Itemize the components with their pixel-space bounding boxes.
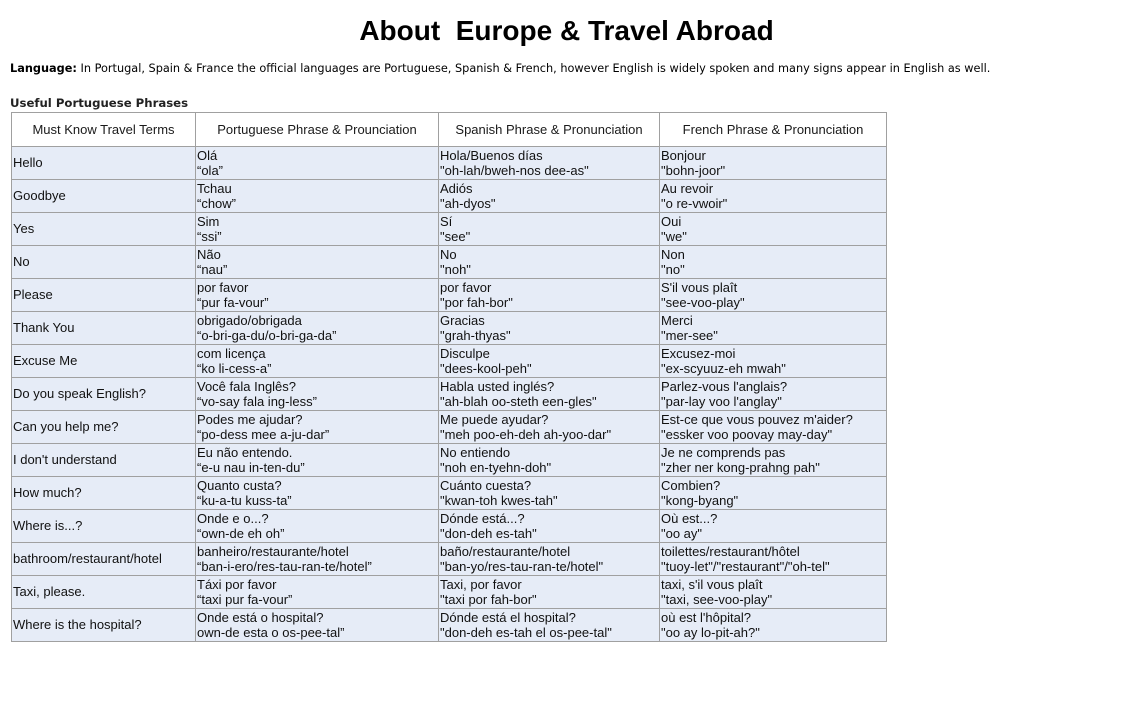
spanish-phrase: Disculpe — [440, 346, 490, 361]
spanish-pronunciation: "don-deh es-tah" — [440, 526, 537, 541]
french-phrase: toilettes/restaurant/hôtel — [661, 544, 800, 559]
french-pronunciation: "par-lay voo l'anglay" — [661, 394, 782, 409]
french-phrase-cell — [660, 444, 887, 477]
spanish-phrase-cell — [439, 576, 660, 609]
french-pronunciation: "kong-byang" — [661, 493, 739, 508]
spanish-phrase-cell — [439, 378, 660, 411]
spanish-phrase-cell — [439, 279, 660, 312]
table-row — [12, 180, 887, 213]
spanish-phrase-cell — [439, 180, 660, 213]
spanish-pronunciation: "grah-thyas" — [440, 328, 511, 343]
french-phrase: Combien? — [661, 478, 721, 493]
travel-term-cell: No — [12, 246, 196, 279]
table-row — [12, 510, 887, 543]
portuguese-phrase: Olá — [197, 148, 218, 163]
french-phrase: Oui — [661, 214, 682, 229]
table-row — [12, 609, 887, 642]
travel-term-cell: Where is...? — [12, 510, 196, 543]
portuguese-phrase-cell — [196, 477, 439, 510]
table-row — [12, 345, 887, 378]
portuguese-phrase: banheiro/restaurante/hotel — [197, 544, 349, 559]
table-row — [12, 246, 887, 279]
portuguese-pronunciation: “ssi” — [197, 229, 222, 244]
portuguese-pronunciation: “o-bri-ga-du/o-bri-ga-da” — [197, 328, 337, 343]
table-row — [12, 477, 887, 510]
header-french: French Phrase & Pronunciation — [660, 113, 887, 147]
phrase-rows — [12, 147, 887, 642]
french-pronunciation: "zher ner kong-prahng pah" — [661, 460, 820, 475]
portuguese-pronunciation: “ko li-cess-a” — [197, 361, 272, 376]
french-phrase-cell — [660, 345, 887, 378]
phrase-table — [11, 112, 887, 642]
portuguese-pronunciation: “pur fa-vour” — [197, 295, 269, 310]
french-phrase: taxi, s'il vous plaît — [661, 577, 763, 592]
french-phrase: Excusez-moi — [661, 346, 736, 361]
portuguese-phrase: por favor — [197, 280, 249, 295]
spanish-phrase-cell — [439, 345, 660, 378]
french-pronunciation: "essker voo poovay may-day" — [661, 427, 833, 442]
spanish-phrase: Habla usted inglés? — [440, 379, 555, 394]
header-spanish: Spanish Phrase & Pronunciation — [439, 113, 660, 147]
portuguese-phrase: Eu não entendo. — [197, 445, 293, 460]
french-phrase: Est-ce que vous pouvez m'aider? — [661, 412, 853, 427]
spanish-phrase: Dónde está...? — [440, 511, 525, 526]
french-phrase: Où est...? — [661, 511, 718, 526]
travel-term-cell: Can you help me? — [12, 411, 196, 444]
portuguese-phrase: Onde e o...? — [197, 511, 269, 526]
french-pronunciation: "tuoy-let"/"restaurant"/"oh-tel" — [661, 559, 830, 574]
travel-term-cell: Where is the hospital? — [12, 609, 196, 642]
french-phrase-cell — [660, 213, 887, 246]
travel-term-cell: Hello — [12, 147, 196, 180]
french-pronunciation: "oo ay" — [661, 526, 703, 541]
portuguese-phrase-cell — [196, 444, 439, 477]
table-row — [12, 444, 887, 477]
portuguese-phrase-cell — [196, 345, 439, 378]
spanish-phrase: por favor — [440, 280, 492, 295]
french-phrase-cell — [660, 477, 887, 510]
table-row — [12, 576, 887, 609]
spanish-pronunciation: "oh-lah/bweh-nos dee-as" — [440, 163, 589, 178]
portuguese-pronunciation: own-de esta o os-pee-tal” — [197, 625, 345, 640]
portuguese-pronunciation: “chow” — [197, 196, 237, 211]
spanish-phrase-cell — [439, 609, 660, 642]
portuguese-phrase-cell — [196, 147, 439, 180]
travel-term-cell: Excuse Me — [12, 345, 196, 378]
french-pronunciation: "bohn-joor" — [661, 163, 726, 178]
french-phrase-cell — [660, 378, 887, 411]
french-phrase-cell — [660, 312, 887, 345]
spanish-phrase: baño/restaurante/hotel — [440, 544, 571, 559]
intro-label: Language: — [10, 62, 77, 75]
portuguese-pronunciation: “own-de eh oh” — [197, 526, 285, 541]
travel-term-cell: Do you speak English? — [12, 378, 196, 411]
french-phrase-cell — [660, 147, 887, 180]
spanish-phrase-cell — [439, 312, 660, 345]
french-phrase-cell — [660, 576, 887, 609]
french-phrase: Non — [661, 247, 685, 262]
french-phrase-cell — [660, 411, 887, 444]
french-phrase-cell — [660, 543, 887, 576]
french-phrase: où est l'hôpital? — [661, 610, 751, 625]
french-phrase: Je ne comprends pas — [661, 445, 786, 460]
portuguese-pronunciation: “ku-a-tu kuss-ta” — [197, 493, 292, 508]
spanish-phrase-cell — [439, 477, 660, 510]
spanish-phrase: Taxi, por favor — [440, 577, 522, 592]
portuguese-phrase: Quanto custa? — [197, 478, 282, 493]
portuguese-phrase-cell — [196, 213, 439, 246]
portuguese-phrase: Podes me ajudar? — [197, 412, 303, 427]
portuguese-phrase-cell — [196, 246, 439, 279]
portuguese-pronunciation: “nau” — [197, 262, 228, 277]
portuguese-phrase: Onde está o hospital? — [197, 610, 324, 625]
spanish-phrase-cell — [439, 543, 660, 576]
portuguese-phrase: obrigado/obrigada — [197, 313, 302, 328]
spanish-pronunciation: "dees-kool-peh" — [440, 361, 532, 376]
french-pronunciation: "no" — [661, 262, 685, 277]
portuguese-phrase-cell — [196, 609, 439, 642]
intro-text: In Portugal, Spain & France the official languages are Portuguese, Spanish & French, however English is widely spoken and many signs appear in English as well. — [76, 62, 991, 75]
french-pronunciation: "o re-vwoir" — [661, 196, 728, 211]
spanish-phrase: Cuánto cuesta? — [440, 478, 532, 493]
spanish-pronunciation: "taxi por fah-bor" — [440, 592, 537, 607]
spanish-phrase: Adiós — [440, 181, 473, 196]
portuguese-phrase: Não — [197, 247, 221, 262]
spanish-phrase: No entiendo — [440, 445, 511, 460]
spanish-pronunciation: "ah-dyos" — [440, 196, 496, 211]
spanish-pronunciation: "meh poo-eh-deh ah-yoo-dar" — [440, 427, 612, 442]
spanish-phrase: Gracias — [440, 313, 485, 328]
french-pronunciation: "see-voo-play" — [661, 295, 745, 310]
spanish-phrase: No — [440, 247, 457, 262]
portuguese-pronunciation: “ban-i-ero/res-tau-ran-te/hotel” — [197, 559, 372, 574]
table-row — [12, 411, 887, 444]
portuguese-phrase: Você fala Inglês? — [197, 379, 297, 394]
portuguese-phrase: Sim — [197, 214, 220, 229]
portuguese-phrase-cell — [196, 378, 439, 411]
spanish-pronunciation: "noh en-tyehn-doh" — [440, 460, 552, 475]
travel-term-cell: Please — [12, 279, 196, 312]
spanish-pronunciation: "por fah-bor" — [440, 295, 513, 310]
french-pronunciation: "taxi, see-voo-play" — [661, 592, 773, 607]
portuguese-phrase-cell — [196, 312, 439, 345]
spanish-phrase: Dónde está el hospital? — [440, 610, 576, 625]
table-row — [12, 312, 887, 345]
portuguese-phrase-cell — [196, 510, 439, 543]
portuguese-phrase: com licença — [197, 346, 266, 361]
spanish-phrase: Sí — [440, 214, 453, 229]
spanish-phrase-cell — [439, 213, 660, 246]
travel-term-cell: Thank You — [12, 312, 196, 345]
table-row — [12, 147, 887, 180]
french-phrase: S'il vous plaît — [661, 280, 738, 295]
french-pronunciation: "ex-scyuuz-eh mwah" — [661, 361, 786, 376]
travel-term-cell: bathroom/restaurant/hotel — [12, 543, 196, 576]
language-intro — [10, 61, 990, 77]
spanish-pronunciation: "don-deh es-tah el os-pee-tal" — [440, 625, 612, 640]
french-phrase-cell — [660, 246, 887, 279]
portuguese-phrase: Táxi por favor — [197, 577, 277, 592]
spanish-phrase-cell — [439, 444, 660, 477]
table-row — [12, 279, 887, 312]
header-portuguese: Portuguese Phrase & Prounciation — [196, 113, 439, 147]
french-phrase: Merci — [661, 313, 693, 328]
portuguese-phrase-cell — [196, 543, 439, 576]
portuguese-phrase: Tchau — [197, 181, 232, 196]
travel-term-cell: How much? — [12, 477, 196, 510]
portuguese-phrase-cell — [196, 180, 439, 213]
french-pronunciation: "we" — [661, 229, 687, 244]
portuguese-pronunciation: “taxi pur fa-vour” — [197, 592, 293, 607]
portuguese-phrase-cell — [196, 411, 439, 444]
table-row — [12, 213, 887, 246]
spanish-pronunciation: "ban-yo/res-tau-ran-te/hotel" — [440, 559, 604, 574]
spanish-phrase-cell — [439, 510, 660, 543]
header-travel-terms: Must Know Travel Terms — [12, 113, 196, 147]
spanish-pronunciation: "ah-blah oo-steth een-gles" — [440, 394, 597, 409]
portuguese-pronunciation: “po-dess mee a-ju-dar” — [197, 427, 330, 442]
portuguese-phrase-cell — [196, 279, 439, 312]
french-phrase: Au revoir — [661, 181, 714, 196]
french-phrase-cell — [660, 609, 887, 642]
spanish-pronunciation: "noh" — [440, 262, 471, 277]
french-phrase-cell — [660, 510, 887, 543]
table-caption: Useful Portuguese Phrases — [10, 96, 189, 110]
spanish-phrase-cell — [439, 147, 660, 180]
table-row — [12, 543, 887, 576]
table-header-row — [12, 113, 887, 147]
french-phrase-cell — [660, 279, 887, 312]
spanish-phrase: Me puede ayudar? — [440, 412, 549, 427]
spanish-phrase: Hola/Buenos días — [440, 148, 543, 163]
spanish-phrase-cell — [439, 411, 660, 444]
french-pronunciation: "mer-see" — [661, 328, 718, 343]
table-row — [12, 378, 887, 411]
travel-term-cell: Goodbye — [12, 180, 196, 213]
french-phrase: Parlez-vous l'anglais? — [661, 379, 788, 394]
french-pronunciation: "oo ay lo-pit-ah?" — [661, 625, 760, 640]
spanish-phrase-cell — [439, 246, 660, 279]
french-phrase: Bonjour — [661, 148, 706, 163]
portuguese-phrase-cell — [196, 576, 439, 609]
spanish-pronunciation: "kwan-toh kwes-tah" — [440, 493, 558, 508]
travel-term-cell: I don't understand — [12, 444, 196, 477]
travel-term-cell: Yes — [12, 213, 196, 246]
portuguese-pronunciation: “e-u nau in-ten-du” — [197, 460, 305, 475]
travel-term-cell: Taxi, please. — [12, 576, 196, 609]
page-title: About Europe & Travel Abroad — [359, 15, 774, 46]
portuguese-pronunciation: “ola” — [197, 163, 224, 178]
french-phrase-cell — [660, 180, 887, 213]
spanish-pronunciation: "see" — [440, 229, 471, 244]
portuguese-pronunciation: “vo-say fala ing-less” — [197, 394, 317, 409]
